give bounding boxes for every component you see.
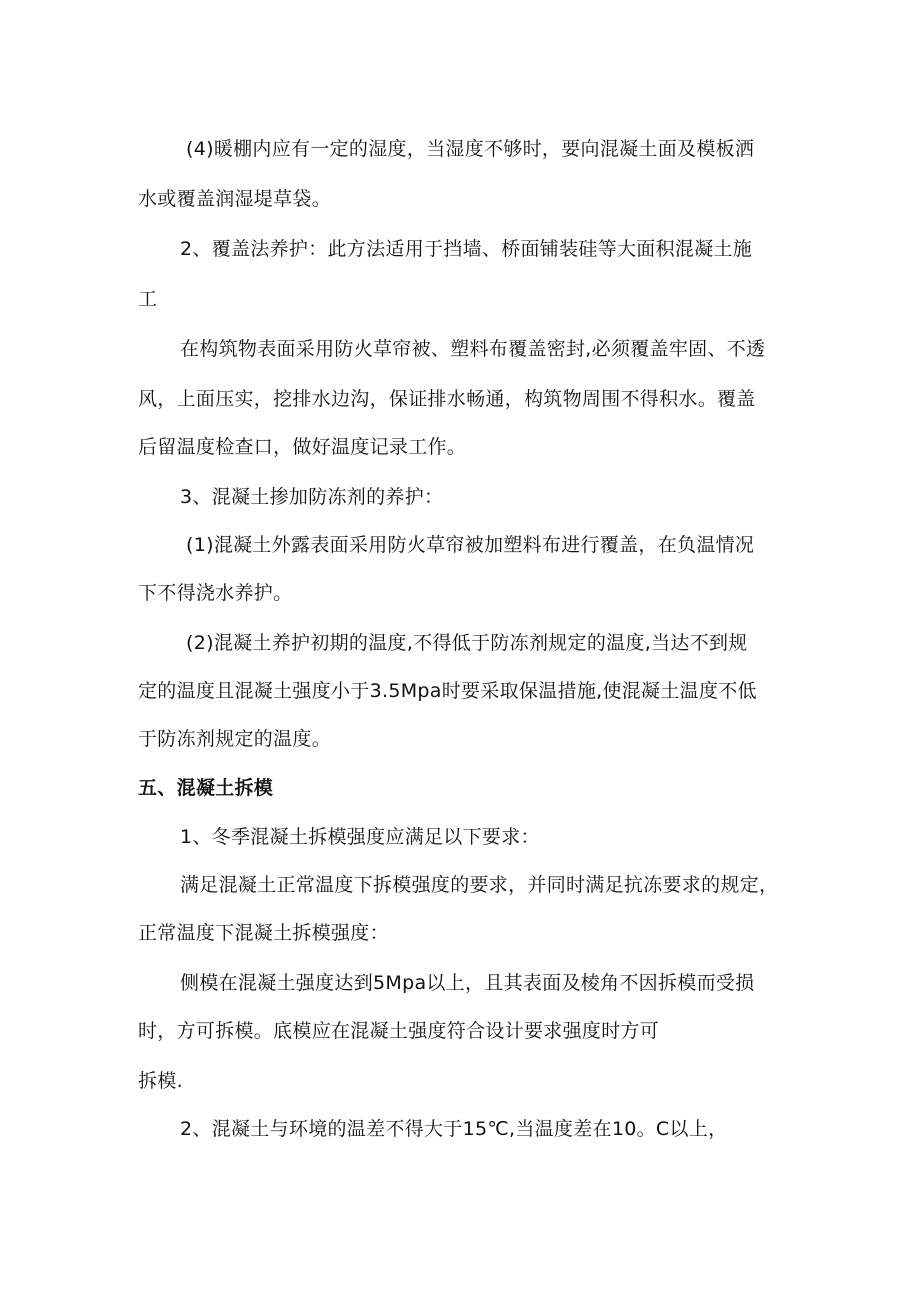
paragraph-line: 于防冻剂规定的温度。 (138, 728, 332, 750)
paragraph-line: 侧模在混凝土强度达到5Mpa以上，且其表面及棱角不因拆模而受损 (180, 972, 755, 994)
paragraph-line: (1)混凝土外露表面采用防火草帘被加塑料布进行覆盖，在负温情况 (186, 534, 755, 556)
paragraph-line: (2)混凝土养护初期的温度,不得低于防冻剂规定的温度,当达不到规 (186, 632, 748, 654)
paragraph-line: 3、混凝土掺加防冻剂的养护： (180, 486, 444, 508)
paragraph-line: 拆模. (138, 1070, 183, 1092)
paragraph-line: 工 (138, 288, 158, 310)
paragraph-line: 时，方可拆模。底模应在混凝土强度符合设计要求强度时方可 (138, 1020, 660, 1042)
paragraph-line: 定的温度且混凝土强度小于3.5Mpa时要采取保温措施,使混凝土温度不低 (138, 680, 757, 702)
paragraph-line: (4)暖棚内应有一定的湿度，当湿度不够时，要向混凝土面及模板洒 (186, 138, 755, 160)
paragraph-line: 水或覆盖润湿堤草袋。 (138, 188, 332, 210)
paragraph-line: 1、冬季混凝土拆模强度应满足以下要求： (180, 826, 540, 848)
paragraph-line: 满足混凝土正常温度下拆模强度的要求，并同时满足抗冻要求的规定， (180, 874, 779, 896)
section-heading: 五、混凝土拆模 (138, 777, 274, 799)
paragraph-line: 下不得浇水养护。 (138, 582, 293, 604)
paragraph-line: 正常温度下混凝土拆模强度： (138, 922, 389, 944)
paragraph-line: 在构筑物表面采用防火草帘被、塑料布覆盖密封,必须覆盖牢固、不透 (180, 338, 766, 360)
paragraph-line: 2、混凝土与环境的温差不得大于15℃,当温度差在10。C以上， (180, 1118, 728, 1140)
paragraph-line: 2、覆盖法养护：此方法适用于挡墙、桥面铺装硅等大面积混凝土施 (180, 238, 753, 260)
paragraph-line: 后留温度检查口，做好温度记录工作。 (138, 436, 467, 458)
paragraph-line: 风，上面压实，挖排水边沟，保证排水畅通，构筑物周围不得积水。覆盖 (138, 388, 756, 410)
